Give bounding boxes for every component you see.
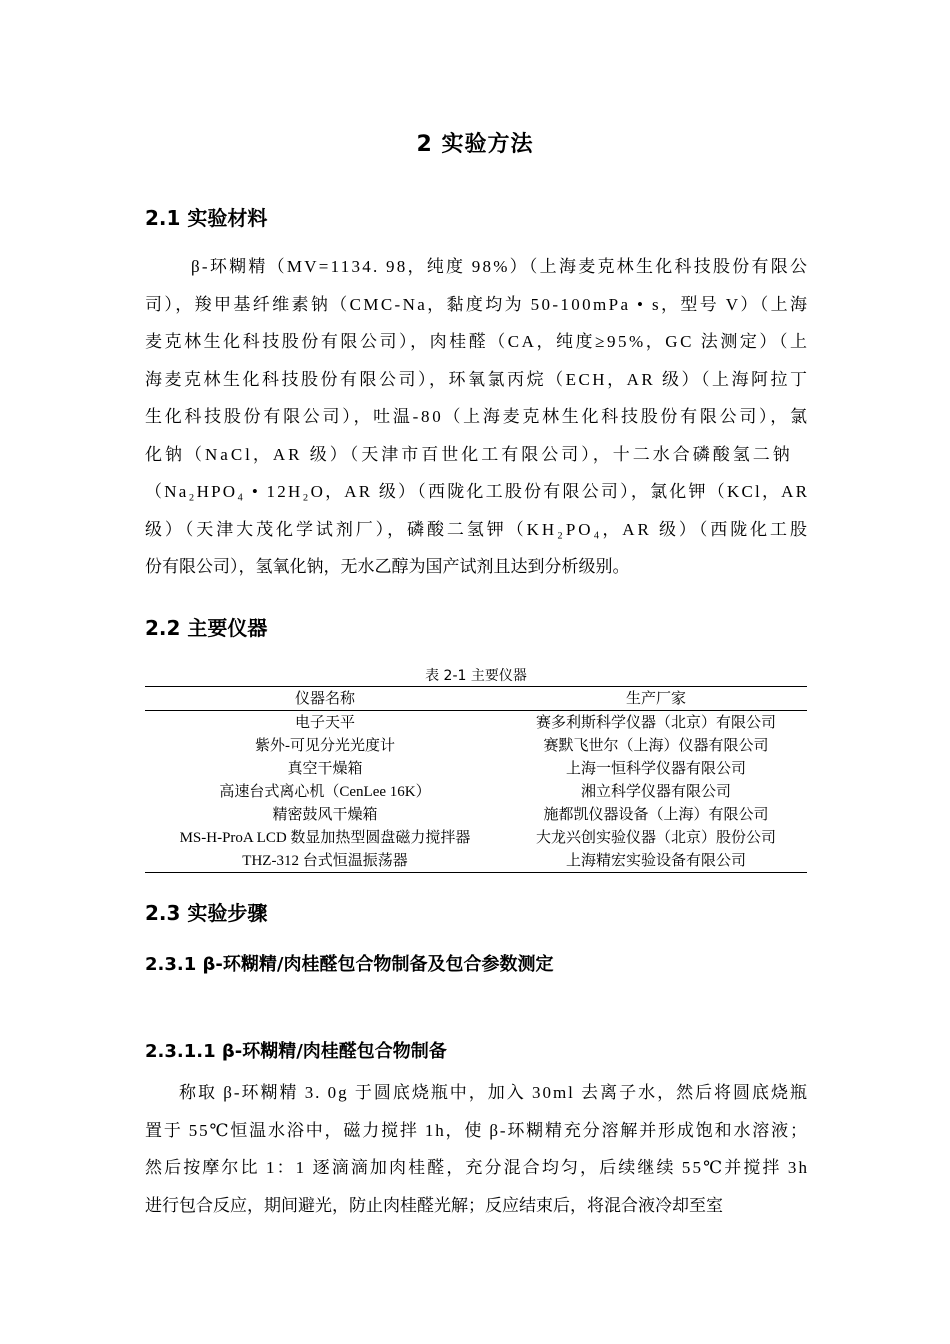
instrument-cell: 电子天平 bbox=[294, 714, 355, 731]
column-header-manufacturer: 生产厂家 bbox=[505, 687, 807, 711]
paragraph-line: 级）（天津大茂化学试剂厂），磷酸二氢钾（KH₂PO₄，AR 级）（西陇化工股 bbox=[145, 519, 810, 539]
column-header-instrument: 仪器名称 bbox=[145, 687, 505, 711]
table-caption: 表 2-1 主要仪器 bbox=[425, 668, 527, 684]
table-row bbox=[145, 803, 807, 826]
manufacturer-cell: 上海精宏实验设备有限公司 bbox=[505, 849, 807, 873]
section-heading-instruments: 2.2 主要仪器 bbox=[145, 616, 268, 640]
materials-paragraph bbox=[145, 248, 810, 586]
paragraph-line: 司），羧甲基纤维素钠（CMC-Na，黏度均为 50-100mPa • s，型号 V）（上海 bbox=[145, 294, 810, 314]
instruments-table bbox=[145, 686, 807, 873]
manufacturer-cell: 赛多利斯科学仪器（北京）有限公司 bbox=[535, 714, 776, 731]
paragraph-line: 份有限公司），氢氧化钠，无水乙醇为国产试剂且达到分析级别。 bbox=[145, 557, 630, 576]
table-row bbox=[145, 849, 807, 873]
paragraph-line: 然后按摩尔比 1：1 逐滴滴加肉桂醛，充分混合均匀，后续继续 55℃并搅拌 3h bbox=[145, 1158, 810, 1177]
paragraph-line: 生化科技股份有限公司），吐温-80（上海麦克林生化科技股份有限公司），氯 bbox=[145, 407, 810, 426]
table-row bbox=[145, 757, 807, 780]
subsubsection-heading: 2.3.1.1 β-环糊精/肉桂醛包合物制备 bbox=[145, 1041, 447, 1062]
subsection-heading: 2.3.1 β-环糊精/肉桂醛包合物制备及包合参数测定 bbox=[145, 954, 554, 975]
instrument-cell: 紫外-可见分光光度计 bbox=[255, 737, 395, 754]
table-header-row bbox=[145, 687, 807, 711]
paragraph-line: β-环糊精（MV=1134. 98，纯度 98%）（上海麦克林生化科技股份有限公 bbox=[191, 257, 810, 276]
manufacturer-cell: 施都凯仪器设备（上海）有限公司 bbox=[543, 806, 769, 823]
instrument-cell: 精密鼓风干燥箱 bbox=[272, 806, 378, 823]
instrument-cell: MS-H-ProA LCD 数显加热型圆盘磁力搅拌器 bbox=[179, 829, 471, 846]
manufacturer-cell: 大龙兴创实验仪器（北京）股份公司 bbox=[535, 829, 776, 846]
manufacturer-cell: 上海一恒科学仪器有限公司 bbox=[565, 760, 746, 777]
paragraph-line: 化钠（NaCl，AR 级）（天津市百世化工有限公司），十二水合磷酸氢二钠 bbox=[145, 444, 793, 464]
paragraph-line: 置于 55℃恒温水浴中，磁力搅拌 1h，使 β-环糊精充分溶解并形成饱和水溶液； bbox=[145, 1120, 809, 1140]
table-row bbox=[145, 711, 807, 735]
paragraph-line: 麦克林生化科技股份有限公司），肉桂醛（CA，纯度≥95%，GC 法测定）（上 bbox=[145, 332, 810, 351]
instrument-cell: THZ-312 台式恒温振荡器 bbox=[145, 849, 505, 873]
paragraph-line: 进行包合反应，期间避光，防止肉桂醛光解；反应结束后，将混合液冷却至室 bbox=[145, 1195, 723, 1215]
procedure-paragraph bbox=[145, 1074, 810, 1224]
table-row bbox=[145, 826, 807, 849]
section-heading-materials: 2.1 实验材料 bbox=[145, 206, 268, 230]
manufacturer-cell: 赛默飞世尔（上海）仪器有限公司 bbox=[543, 737, 769, 754]
paragraph-line: 称取 β-环糊精 3. 0g 于圆底烧瓶中，加入 30ml 去离子水，然后将圆底烧瓶 bbox=[179, 1083, 809, 1102]
table-row bbox=[145, 734, 807, 757]
table-row bbox=[145, 780, 807, 803]
instrument-cell: 高速台式离心机（CenLee 16K） bbox=[219, 783, 431, 800]
chapter-title: 2 实验方法 bbox=[416, 132, 534, 157]
paragraph-line: 海麦克林生化科技股份有限公司），环氧氯丙烷（ECH，AR 级）（上海阿拉丁 bbox=[145, 369, 810, 389]
paragraph-line: （Na₂HPO₄ • 12H₂O，AR 级）（西陇化工股份有限公司），氯化钾（KCl，AR bbox=[145, 482, 810, 501]
section-heading-procedure: 2.3 实验步骤 bbox=[145, 901, 268, 925]
instrument-cell: 真空干燥箱 bbox=[287, 760, 363, 777]
manufacturer-cell: 湘立科学仪器有限公司 bbox=[580, 783, 731, 800]
